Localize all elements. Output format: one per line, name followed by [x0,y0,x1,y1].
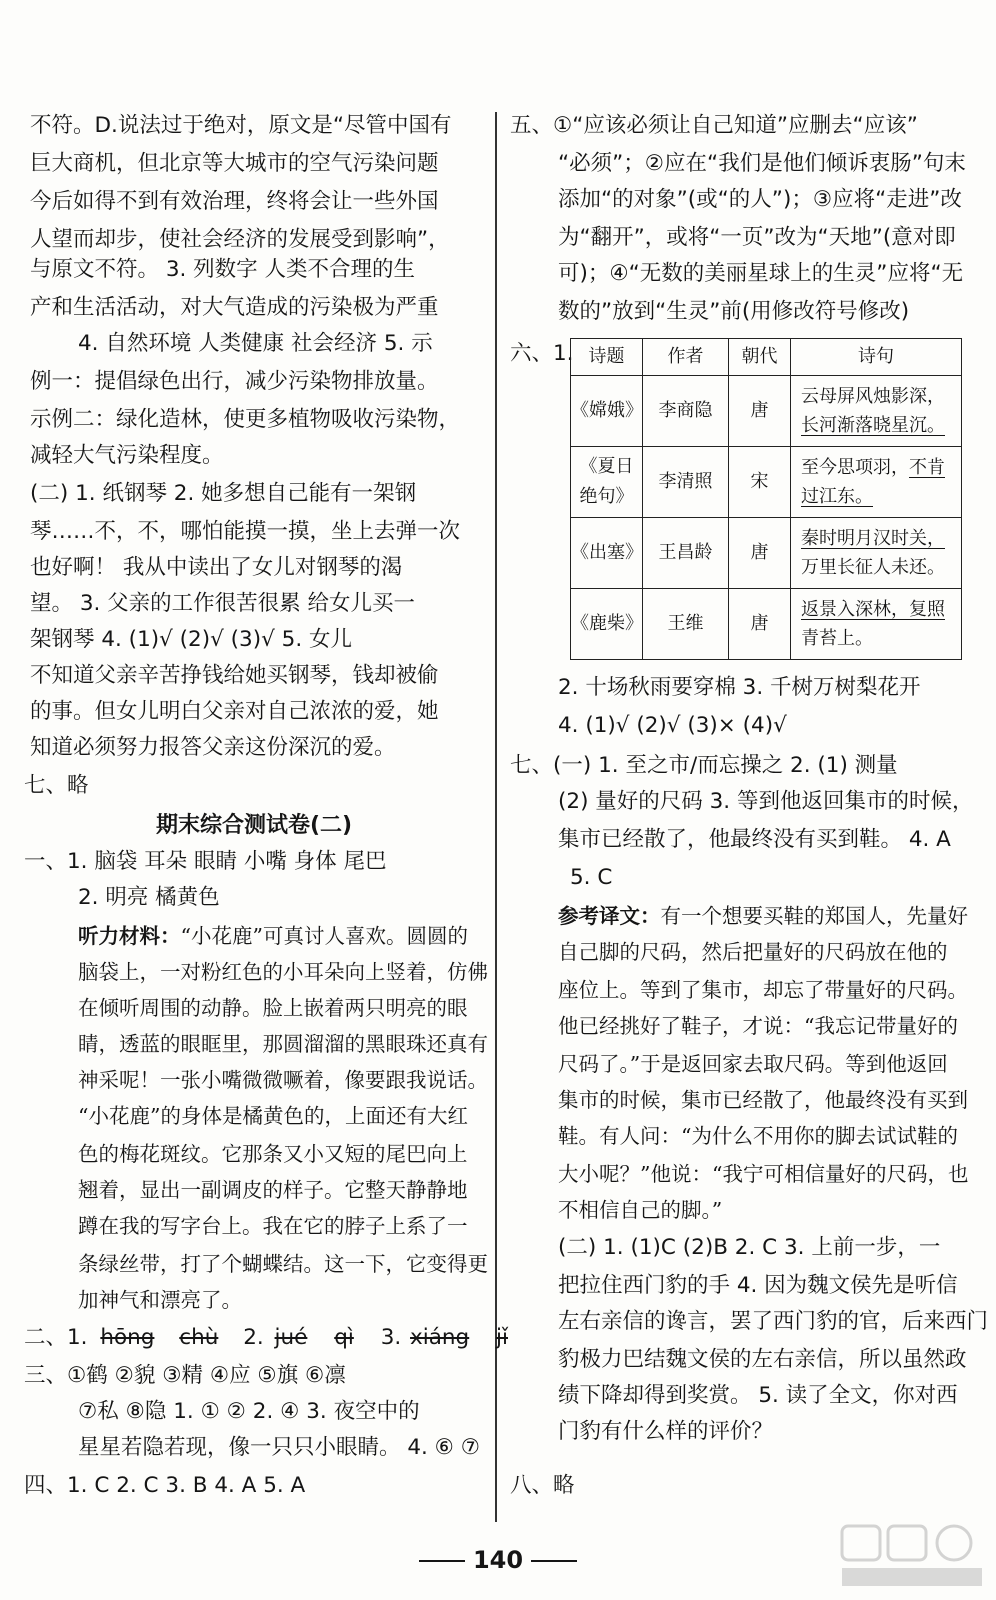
text-line: 星星若隐若现，像一只只小眼睛。 4. ⑥ ⑦ [78,1435,481,1460]
poem-title-line: 绝句》 [579,486,634,507]
text-line: 在倾听周围的动静。脸上嵌着两只明亮的眼 [78,996,468,1020]
column-header: 诗句 [791,339,962,376]
table-row [571,447,962,518]
text-line: 集市已经散了，他最终没有买到鞋。 4. A [558,827,951,852]
pinyin-item: hōng [100,1325,155,1350]
text-line: 绩下降却得到奖赏。 5. 读了全文，你对西 [558,1383,958,1408]
text-line: 例一：提倡绿色出行，减少污染物排放量。 [30,369,439,394]
table-header-row [571,339,962,376]
poem-title: 《出塞》 [571,518,643,589]
text-line: 神采呢！一张小嘴微微噘着，像要跟我说话。 [78,1068,488,1092]
text-line: 知道必须努力报答父亲这份深沉的爱。 [30,735,396,760]
text-line: 产和生活活动，对大气造成的污染极为严重 [30,295,439,320]
question-number: 二、1. [24,1325,88,1350]
poem-title [571,447,643,518]
poem-dynasty: 宋 [729,447,791,518]
text-line: ⑦私 ⑧隐 1. ① ② 2. ④ 3. 夜空中的 [78,1399,420,1424]
question-number: 2. [243,1325,264,1350]
text-line: 集市的时候，集市已经散了，他最终没有买到 [558,1088,968,1112]
poem-table [570,338,962,660]
text-line: 门豹有什么样的评价？ [558,1419,774,1444]
listening-text: “小花鹿”可真讨人喜欢。圆圆的 [180,924,468,948]
pinyin-item: xiáng [410,1325,470,1350]
poem-dynasty: 唐 [729,376,791,447]
poem-title-line: 《夏日 [579,456,634,477]
column-header: 作者 [643,339,729,376]
text-line: 望。 3. 父亲的工作很苦很累 给女儿买一 [30,591,416,616]
text-line: 色的梅花斑纹。它那条又小又短的尾巴向上 [78,1142,468,1166]
verse-line: 过江东。 [801,486,873,507]
verse-line: 万里长征人未还。 [801,557,945,578]
column-divider [495,112,497,1522]
text-line: 三、①鹤 ②貌 ③精 ④应 ⑤旗 ⑥凛 [24,1363,346,1388]
text-line: 翘着，显出一副调皮的样子。它整天静静地 [78,1178,468,1202]
text-line: 可)；④“无数的美丽星球上的生灵”应将“无 [558,261,964,286]
verse-line: 云母屏风烛影深， [801,386,945,407]
verse-segment: 不肯 [909,457,945,478]
text-line: 座位上。等到了集市，却忘了带量好的尺码。 [558,978,968,1002]
poem-title: 《嫦娥》 [571,376,643,447]
text-line: 七、略 [24,773,89,798]
poem-author: 王昌龄 [643,518,729,589]
section-title: 期末综合测试卷(二) [155,813,353,838]
text-line: “必须”；②应在“我们是他们倾诉衷肠”句末 [558,151,966,176]
table-row [571,518,962,589]
poem-author: 王维 [643,589,729,660]
text-line: 不符。D.说法过于绝对，原文是“尽管中国有 [30,113,452,138]
text-line: 与原文不符。 3. 列数字 人类不合理的生 [30,257,416,282]
text-line: 2. 明亮 橘黄色 [78,885,220,910]
poem-verse [791,376,962,447]
watermark-logo-icon [838,1522,988,1592]
text-line: 2. 十场秋雨要穿棉 3. 千树万树梨花开 [558,675,921,700]
text-line: 也好啊！ 我从中读出了女儿对钢琴的渴 [30,555,403,580]
text-line: “小花鹿”的身体是橘黄色的，上面还有大红 [78,1104,468,1128]
poem-author: 李清照 [643,447,729,518]
text-line: 把拉住西门豹的手 4. 因为魏文侯先是听信 [558,1273,958,1298]
text-line: 左右亲信的谗言，罢了西门豹的官，后来西门 [558,1309,989,1334]
verse-line [801,453,961,482]
text-line: 他已经挑好了鞋子，才说：“我忘记带量好的 [558,1014,958,1038]
column-header: 诗题 [571,339,643,376]
text-line: 睛，透蓝的眼眶里，那圆溜溜的黑眼珠还真有 [78,1032,488,1056]
poem-verse [791,447,962,518]
text-line: 5. C [570,865,613,890]
text-line: 五、①“应该必须让自己知道”应删去“应该” [510,113,918,138]
text-line: 的事。但女儿明白父亲对自己浓浓的爱，她 [30,699,439,724]
poem-author: 李商隐 [643,376,729,447]
page-number-dash [531,1560,577,1562]
listening-material-line [78,922,468,950]
text-line: (2) 量好的尺码 3. 等到他返回集市的时候， [558,789,974,814]
poem-verse [791,518,962,589]
verse-line: 返景入深林，复照 [801,599,945,620]
text-line: 示例二：绿化造林，使更多植物吸收污染物， [30,407,461,432]
text-line: (二) 1. (1)C (2)B 2. C 3. 上前一步，一 [558,1235,941,1260]
page-number-value: 140 [472,1546,524,1574]
text-line: 减轻大气污染程度。 [30,443,224,468]
text-line: 巨大商机，但北京等大城市的空气污染问题 [30,151,439,176]
text-line: 脑袋上，一对粉红色的小耳朵向上竖着，仿佛 [78,960,488,984]
listening-label: 听力材料： [78,924,181,948]
pinyin-item: chù [179,1325,219,1350]
text-line: 尺码了。”于是返回家去取尺码。等到他返回 [558,1052,948,1076]
translation-text: 有一个想要买鞋的郑国人，先量好 [660,904,968,928]
text-line: 一、1. 脑袋 耳朵 眼睛 小嘴 身体 尾巴 [24,849,387,874]
translation-line [558,902,968,930]
text-line: 八、略 [510,1473,575,1498]
text-line: 四、1. C 2. C 3. B 4. A 5. A [24,1473,306,1498]
text-line: 数的”放到“生灵”前(用修改符号修改) [558,299,910,324]
poem-title: 《鹿柴》 [571,589,643,660]
text-line: 为“翻开”，或将“一页”改为“天地”(意对即 [558,225,956,250]
pinyin-answer-line [24,1324,508,1352]
text-line: 架钢琴 4. (1)√ (2)√ (3)√ 5. 女儿 [30,627,352,652]
text-line: 鞋。有人问：“为什么不用你的脚去试试鞋的 [558,1124,958,1148]
column-header: 朝代 [729,339,791,376]
text-line: 今后如得不到有效治理，终将会让一些外国 [30,189,439,214]
table-row [571,589,962,660]
question-label: 六、1. [510,341,574,366]
text-line: 4. 自然环境 人类健康 社会经济 5. 示 [78,331,433,356]
poem-dynasty: 唐 [729,518,791,589]
text-line: 不知道父亲辛苦挣钱给她买钢琴，钱却被偷 [30,663,439,688]
verse-line: 秦时明月汉时关， [801,528,945,549]
text-line: 七、(一) 1. 至之市/而忘操之 2. (1) 测量 [510,753,898,778]
text-line: 加神气和漂亮了。 [78,1288,242,1312]
text-line: 琴……不，不，哪怕能摸一摸，坐上去弹一次 [30,519,461,544]
table-row [571,376,962,447]
pinyin-item: qì [334,1325,354,1350]
page-number-dash [419,1560,465,1562]
poem-verse [791,589,962,660]
verse-line: 青苔上。 [801,628,873,649]
translation-label: 参考译文： [558,904,661,928]
text-line: 豹极力巴结魏文侯的左右亲信，所以虽然政 [558,1347,967,1372]
question-number: 3. [380,1325,402,1350]
poem-dynasty: 唐 [729,589,791,660]
text-line: 不相信自己的脚。” [558,1198,723,1222]
text-line: 自己脚的尺码，然后把量好的尺码放在他的 [558,940,948,964]
text-line: 条绿丝带，打了个蝴蝶结。这一下，它变得更 [78,1252,488,1276]
text-line: (二) 1. 纸钢琴 2. 她多想自己能有一架钢 [30,481,417,506]
text-line: 大小呢？”他说：“我宁可相信量好的尺码，也 [558,1162,969,1186]
text-line: 添加“的对象”(或“的人”)；③应将“走进”改 [558,187,962,212]
verse-segment: 至今思项羽， [801,457,909,478]
pinyin-item: jué [274,1325,308,1350]
verse-line: 长河渐落晓星沉。 [801,415,945,436]
text-line: 4. (1)√ (2)√ (3)× (4)√ [558,713,787,738]
pinyin-item: jǐ [496,1325,508,1350]
text-line: 蹲在我的写字台上。我在它的脖子上系了一 [78,1214,468,1238]
text-line: 人望而却步，使社会经济的发展受到影响”， [30,227,450,252]
